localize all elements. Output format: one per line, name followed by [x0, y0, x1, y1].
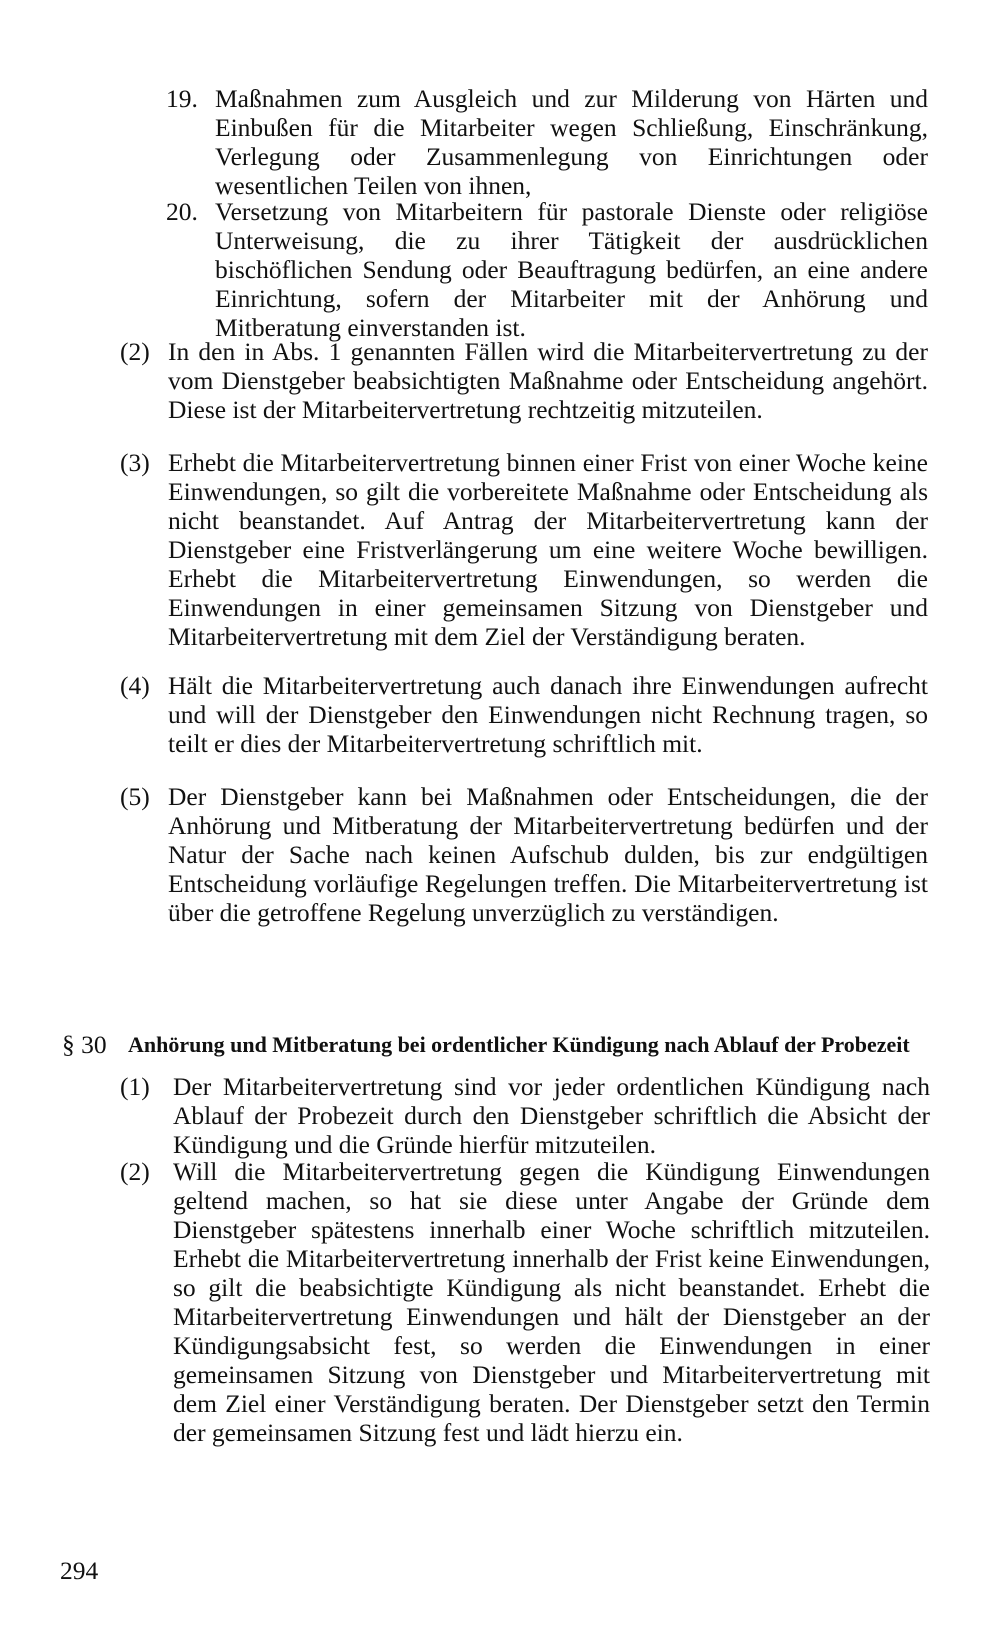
list-item-number: 19.	[166, 84, 198, 113]
list-item-19	[166, 84, 928, 200]
list-item-text: Maßnahmen zum Ausgleich und zur Milderung von Härten und Einbußen für die Mitarbeiter wegen Schließung, Einschränkung, Verlegung oder Zusammenlegung von Einrichtungen oder wesentlichen Teilen von ihnen,	[215, 84, 928, 200]
paragraph-number: (5)	[120, 782, 150, 811]
paragraph-number: (2)	[120, 337, 150, 366]
page-number: 294	[60, 1556, 99, 1585]
paragraph-number: (2)	[120, 1157, 150, 1186]
paragraph-number: (4)	[120, 671, 150, 700]
section-heading	[62, 1030, 962, 1059]
paragraph-text: Der Dienstgeber kann bei Maßnahmen oder Entscheidungen, die der Anhörung und Mitberatung der Mitarbeitervertretung bedürfen und der Natur der Sache nach keinen Aufschub dulden, bis zur endgültigen Entscheidung vorläufige Regelungen treffen. Die Mitarbeitervertretung ist über die getroffene Regelung unverzüglich zu verständigen.	[168, 782, 928, 927]
list-item-text: Versetzung von Mitarbeitern für pastorale Dienste oder religiöse Unterweisung, die zu ihrer Tätigkeit der ausdrücklichen bischöflichen Sendung oder Beauftragung bedürfen, an eine andere Einrichtung, sofern der Mitarbeiter mit der Anhörung und Mitberatung einverstanden ist.	[215, 197, 928, 342]
list-item-number: 20.	[166, 197, 198, 226]
section-30-paragraph-1	[120, 1072, 930, 1159]
paragraph-2	[120, 337, 928, 424]
paragraph-5	[120, 782, 928, 927]
paragraph-text: Hält die Mitarbeitervertretung auch danach ihre Einwendungen aufrecht und will der Dienstgeber den Einwendungen nicht Rechnung tragen, so teilt er dies der Mitarbeitervertretung schriftlich mit.	[168, 671, 928, 758]
paragraph-number: (3)	[120, 448, 150, 477]
section-title: Anhörung und Mitberatung bei ordentlicher Kündigung nach Ablauf der Probezeit	[128, 1032, 910, 1057]
section-30-paragraph-2	[120, 1157, 930, 1447]
paragraph-text: Der Mitarbeitervertretung sind vor jeder ordentlichen Kündigung nach Ablauf der Probezeit durch den Dienstgeber schriftlich die Absicht der Kündigung und die Gründe hierfür mitzuteilen.	[173, 1072, 930, 1159]
paragraph-number: (1)	[120, 1072, 150, 1101]
paragraph-3	[120, 448, 928, 651]
paragraph-text: Will die Mitarbeitervertretung gegen die Kündigung Einwendungen geltend machen, so hat sie diese unter Angabe der Gründe dem Dienstgeber spätestens innerhalb einer Woche schriftlich mitzuteilen. Erhebt die Mitarbeitervertretung innerhalb der Frist keine Einwendungen, so gilt die beabsichtigte Kündigung als nicht beanstandet. Erhebt die Mitarbeitervertretung Einwendungen und hält der Dienstgeber an der Kündigungsabsicht fest, so werden die Einwendungen in einer gemeinsamen Sitzung von Dienstgeber und Mitarbeitervertretung mit dem Ziel einer Verständigung beraten. Der Dienstgeber setzt den Termin der gemeinsamen Sitzung fest und lädt hierzu ein.	[173, 1157, 930, 1447]
list-item-20	[166, 197, 928, 342]
section-number: § 30	[62, 1030, 107, 1059]
paragraph-text: Erhebt die Mitarbeitervertretung binnen einer Frist von einer Woche keine Einwendungen, so gilt die vorbereitete Maßnahme oder Entscheidung als nicht beanstandet. Auf Antrag der Mitarbeitervertretung kann der Dienstgeber eine Fristverlängerung um eine weitere Woche bewilligen. Erhebt die Mitarbeitervertretung Einwendungen, so werden die Einwendungen in einer gemeinsamen Sitzung von Dienstgeber und Mitarbeitervertretung mit dem Ziel der Verständigung beraten.	[168, 448, 928, 651]
paragraph-4	[120, 671, 928, 758]
paragraph-text: In den in Abs. 1 genannten Fällen wird die Mitarbeitervertretung zu der vom Dienstgeber beabsichtigten Maßnahme oder Entscheidung angehört. Diese ist der Mitarbeitervertretung rechtzeitig mitzuteilen.	[168, 337, 928, 424]
